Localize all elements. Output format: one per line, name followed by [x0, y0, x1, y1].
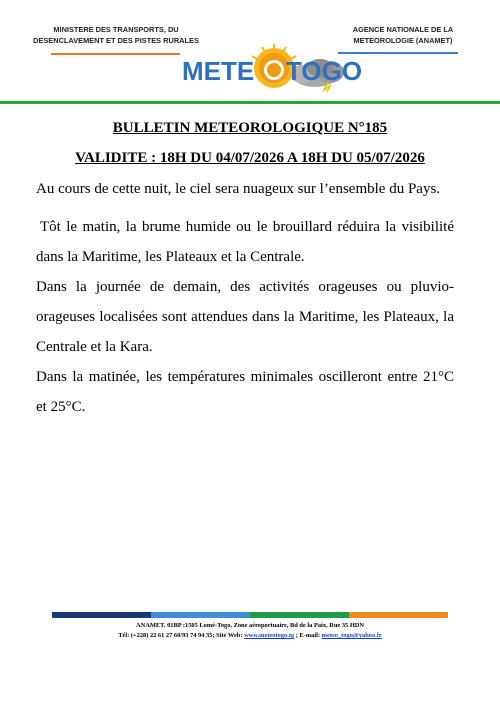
ministry-name	[26, 24, 206, 46]
bulletin-title: BULLETIN METEOROLOGIQUE N°185	[112, 120, 388, 136]
logo-text-left: METE	[182, 56, 255, 86]
agency-line-2: METEOROLOGIE (ANAMET)	[353, 36, 453, 45]
ministry-line-2: DESENCLAVEMENT ET DES PISTES RURALES	[33, 36, 199, 45]
footer-bar-navy	[52, 612, 151, 618]
forecast-paragraph-morning: Tôt le matin, la brume humide ou le brouillard réduira la visibilité dans la Maritime, les Plateaux et la Centrale.	[36, 219, 454, 265]
footer-bar-blue	[151, 612, 250, 618]
ministry-line-1: MINISTERE DES TRANSPORTS, DU	[53, 25, 179, 34]
forecast-paragraph-night: Au cours de cette nuit, le ciel sera nuageux sur l’ensemble du Pays.	[36, 181, 441, 197]
footer-color-bar	[52, 612, 448, 618]
bulletin-validity: VALIDITE : 18H DU 04/07/2026 A 18H DU 05/07/2026	[75, 150, 425, 166]
forecast-paragraph-temperatures: Dans la matinée, les températures minimales oscilleront entre 21°C et 25°C.	[36, 369, 454, 415]
agency-line-1: AGENCE NATIONALE DE LA	[352, 25, 454, 34]
footer-email-label: ; E-mail:	[294, 632, 322, 639]
ministry-underline	[51, 53, 180, 55]
forecast-paragraph-day: Dans la journée de demain, des activités orageuses ou pluvio-orageuses localisées sont attendues dans la Maritime, les Plateaux, la Centrale et la Kara.	[36, 279, 454, 355]
footer-contact	[0, 632, 500, 639]
meteo-togo-logo	[180, 42, 370, 92]
footer-address: ANAMET, 01BP :1505 Lomé-Togo, Zone aéroportuaire, Bd de la Paix, Rue 35 HDN	[135, 622, 365, 629]
logo-text-right: TOGO	[286, 56, 363, 86]
footer-phone: Tél: (+228) 22 61 27 60/93 74 94 35; Site Web:	[118, 632, 245, 639]
header-divider	[0, 101, 500, 104]
footer-bar-orange	[349, 612, 448, 618]
website-link[interactable]: www.meteotogo.tg	[244, 632, 295, 639]
footer-bar-green	[250, 612, 349, 618]
email-link[interactable]: meteo_togo@yahoo.fr	[321, 632, 382, 639]
